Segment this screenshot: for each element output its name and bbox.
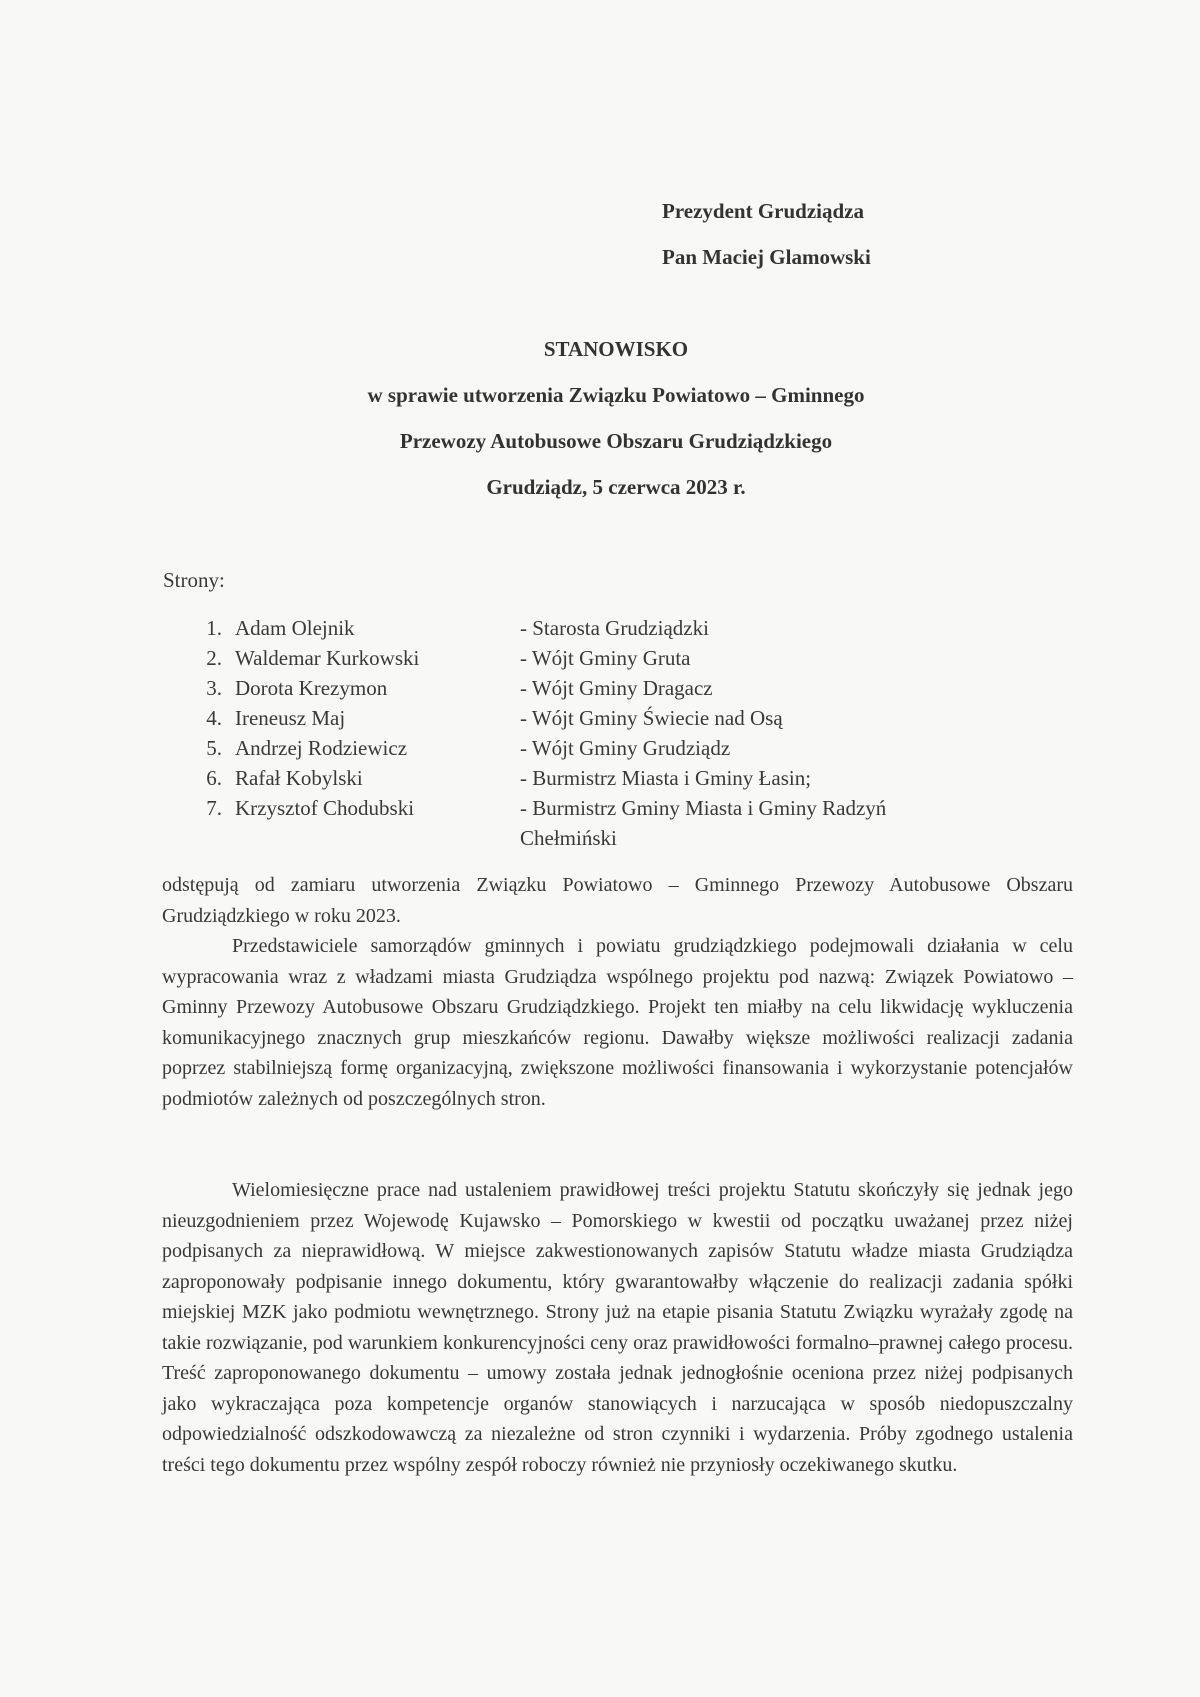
party-number: 6.	[206, 766, 222, 790]
addressee-name: Pan Maciej Glamowski	[662, 245, 871, 269]
party-name: Waldemar Kurkowski	[235, 646, 420, 670]
party-number: 1.	[206, 616, 222, 640]
party-row	[192, 673, 992, 703]
parties-label: Strony:	[163, 568, 225, 592]
document-subject-line-2: Przewozy Autobusowe Obszaru Grudziądzkiego	[399, 429, 833, 453]
party-row	[192, 793, 992, 853]
party-number: 4.	[206, 706, 222, 730]
party-name: Rafał Kobylski	[235, 766, 363, 790]
parties-list	[192, 613, 992, 853]
party-row	[192, 643, 992, 673]
party-role: - Wójt Gminy Dragacz	[520, 676, 713, 700]
party-role: - Wójt Gminy Świecie nad Osą	[520, 706, 783, 730]
party-name: Krzysztof Chodubski	[235, 796, 415, 820]
party-row	[192, 733, 992, 763]
party-name: Adam Olejnik	[235, 616, 355, 640]
document-heading	[0, 326, 1200, 510]
document-date: Grudziądz, 5 czerwca 2023 r.	[486, 475, 746, 499]
paragraph-decision: odstępują od zamiaru utworzenia Związku Powiatowo – Gminnego Przewozy Autobusowe Obszaru Grudziądzkiego w roku 2023.	[162, 874, 1073, 927]
party-number: 7.	[206, 796, 222, 820]
party-number: 2.	[206, 646, 222, 670]
paragraph-negotiations: Wielomiesięczne prace nad ustaleniem prawidłowej treści projektu Statutu skończyły się jednak jego nieuzgodnieniem przez Wojewodę Kujawsko – Pomorskiego w kwestii od początku uważanej przez niżej podpisanych za nieprawidłową. W miejsce zakwestionowanych zapisów Statutu władze miasta Grudziądza zaproponowały podpisanie innego dokumentu, który gwarantowałby włączenie do realizacji zadania spółki miejskiej MZK jako podmiotu wewnętrznego. Strony już na etapie pisania Statutu Związku wyrażały zgodę na takie rozwiązanie, pod warunkiem konkurencyjności ceny oraz prawidłowości formalno–prawnej całego procesu. Treść zaproponowanego dokumentu – umowy została jednak jednogłośnie oceniona przez niżej podpisanych jako wykraczająca poza kompetencje organów stanowiących i narzucająca w sposób niedopuszczalny odpowiedzialność odszkodowawczą za niezależne od stron czynniki i wydarzenia. Próby zgodnego ustalenia treści tego dokumentu przez wspólny zespół roboczy również nie przyniosły oczekiwanego skutku.	[162, 1179, 1073, 1476]
paragraph-background: Przedstawiciele samorządów gminnych i powiatu grudziądzkiego podejmowali działania w celu wypracowania wraz z władzami miasta Grudziądza wspólnego projektu pod nazwą: Związek Powiatowo – Gminny Przewozy Autobusowe Obszaru Grudziądzkiego. Projekt ten miałby na celu likwidację wykluczenia komunikacyjnego znacznych grup mieszkańców regionu. Dawałby większe możliwości realizacji zadania poprzez stabilniejszą formę organizacyjną, zwiększone możliwości finansowania i wykorzystanie potencjałów podmiotów zależnych od poszczególnych stron.	[162, 935, 1073, 1110]
party-role: - Burmistrz Gminy Miasta i Gminy Radzyń Chełmiński	[520, 796, 887, 850]
party-number: 3.	[206, 676, 222, 700]
party-role: - Burmistrz Miasta i Gminy Łasin;	[520, 766, 812, 790]
party-row	[192, 763, 992, 793]
party-role: - Wójt Gminy Gruta	[520, 646, 691, 670]
party-name: Ireneusz Maj	[235, 706, 346, 730]
party-row	[192, 703, 992, 733]
document-title: STANOWISKO	[543, 337, 689, 361]
party-role: - Wójt Gminy Grudziądz	[520, 736, 731, 760]
party-name: Dorota Krezymon	[235, 676, 388, 700]
party-number: 5.	[206, 736, 222, 760]
party-role: - Starosta Grudziądzki	[520, 616, 709, 640]
party-row	[192, 613, 992, 643]
party-name: Andrzej Rodziewicz	[235, 736, 408, 760]
document-subject-line-1: w sprawie utworzenia Związku Powiatowo – Gminnego	[367, 383, 865, 407]
addressee-block	[662, 188, 871, 280]
addressee-title: Prezydent Grudziądza	[662, 199, 865, 223]
